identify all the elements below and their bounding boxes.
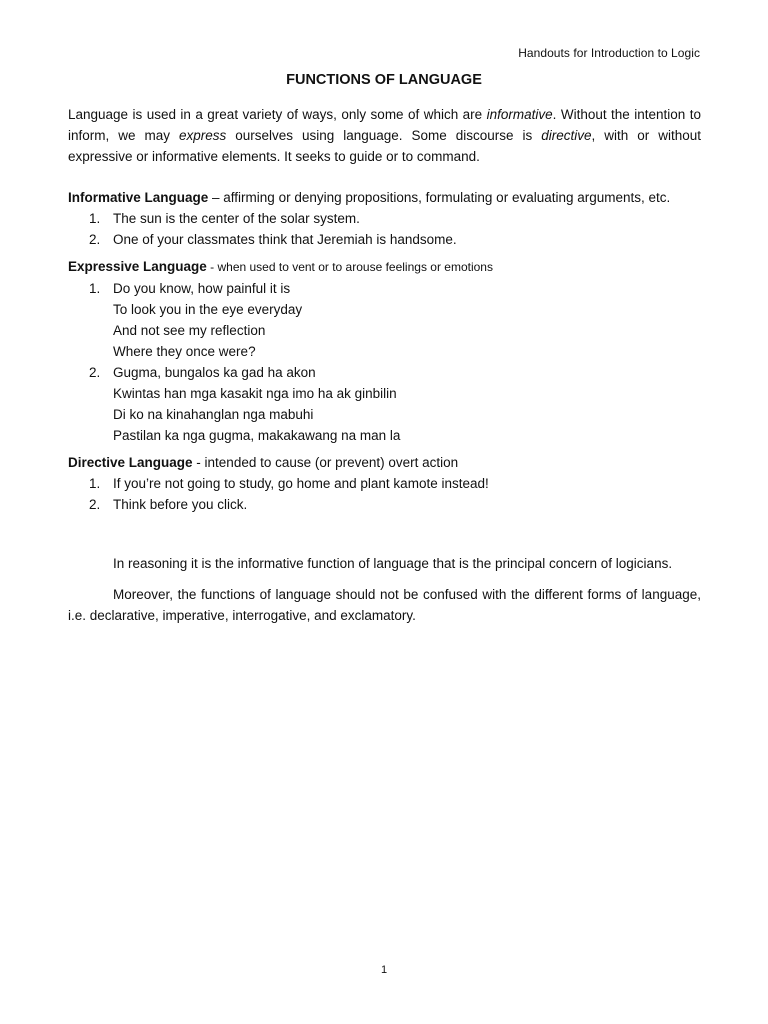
item-text: Think before you click. bbox=[113, 497, 248, 512]
section-definition: - intended to cause (or prevent) overt action bbox=[192, 455, 459, 470]
intro-text-4: , with or without expressive or informative elements. It seeks to guide or to command. bbox=[68, 128, 701, 164]
item-text: The sun is the center of the solar system. bbox=[113, 211, 360, 226]
intro-em-informative: informative bbox=[486, 107, 553, 122]
section-definition: - when used to vent or to arouse feelings or emotions bbox=[206, 260, 493, 274]
list-item bbox=[68, 208, 701, 229]
list-item bbox=[68, 278, 701, 362]
item-number: 2. bbox=[89, 497, 101, 512]
intro-em-directive: directive bbox=[541, 128, 592, 143]
section-expressive bbox=[68, 256, 701, 446]
intro-paragraph bbox=[68, 104, 701, 167]
document-body bbox=[68, 104, 701, 636]
verse-line: Di ko na kinahanglan nga mabuhi bbox=[113, 407, 314, 422]
page-number: 1 bbox=[380, 964, 388, 976]
item-number: 1. bbox=[89, 211, 101, 226]
section-informative bbox=[68, 187, 701, 250]
section-term: Informative Language bbox=[68, 190, 209, 205]
verse-line: To look you in the eye everyday bbox=[113, 302, 303, 317]
section-term: Directive Language bbox=[68, 455, 193, 470]
section-directive bbox=[68, 452, 701, 515]
closing-paragraphs bbox=[68, 553, 701, 626]
page-title: FUNCTIONS OF LANGUAGE bbox=[286, 72, 482, 88]
section-term: Expressive Language bbox=[68, 259, 207, 274]
verse-line: Where they once were? bbox=[113, 344, 256, 359]
closing-paragraph: In reasoning it is the informative function of language that is the principal concern of logicians. bbox=[113, 556, 673, 571]
item-text: If you’re not going to study, go home and plant kamote instead! bbox=[113, 476, 489, 491]
example-list bbox=[68, 473, 701, 515]
intro-text-2: . Without the intention to inform, we may bbox=[68, 107, 701, 143]
section-definition: – affirming or denying propositions, formulating or evaluating arguments, etc. bbox=[208, 190, 671, 205]
list-item bbox=[68, 494, 701, 515]
item-text: One of your classmates think that Jeremiah is handsome. bbox=[113, 232, 457, 247]
running-header: Handouts for Introduction to Logic bbox=[518, 46, 700, 60]
closing-paragraph: Moreover, the functions of language should not be confused with the different forms of language, i.e. declarative, imperative, interrogative, and exclamatory. bbox=[68, 587, 701, 623]
example-list bbox=[68, 208, 701, 250]
item-number: 1. bbox=[89, 281, 101, 296]
list-item bbox=[68, 473, 701, 494]
item-number: 2. bbox=[89, 365, 101, 380]
item-number: 2. bbox=[89, 232, 101, 247]
example-list bbox=[68, 278, 701, 446]
verse-line: Pastilan ka nga gugma, makakawang na man la bbox=[113, 428, 401, 443]
verse-line: Gugma, bungalos ka gad ha akon bbox=[113, 365, 316, 380]
intro-text-3: ourselves using language. Some discourse is bbox=[226, 128, 542, 143]
section-heading bbox=[68, 256, 701, 278]
intro-em-express: express bbox=[178, 128, 227, 143]
section-heading bbox=[68, 187, 701, 208]
list-item bbox=[68, 362, 701, 446]
verse-line: And not see my reflection bbox=[113, 323, 266, 338]
section-heading bbox=[68, 452, 701, 473]
item-number: 1. bbox=[89, 476, 101, 491]
list-item bbox=[68, 229, 701, 250]
verse-line: Do you know, how painful it is bbox=[113, 281, 291, 296]
verse-line: Kwintas han mga kasakit nga imo ha ak ginbilin bbox=[113, 386, 397, 401]
intro-text-1: Language is used in a great variety of ways, only some of which are bbox=[68, 107, 487, 122]
